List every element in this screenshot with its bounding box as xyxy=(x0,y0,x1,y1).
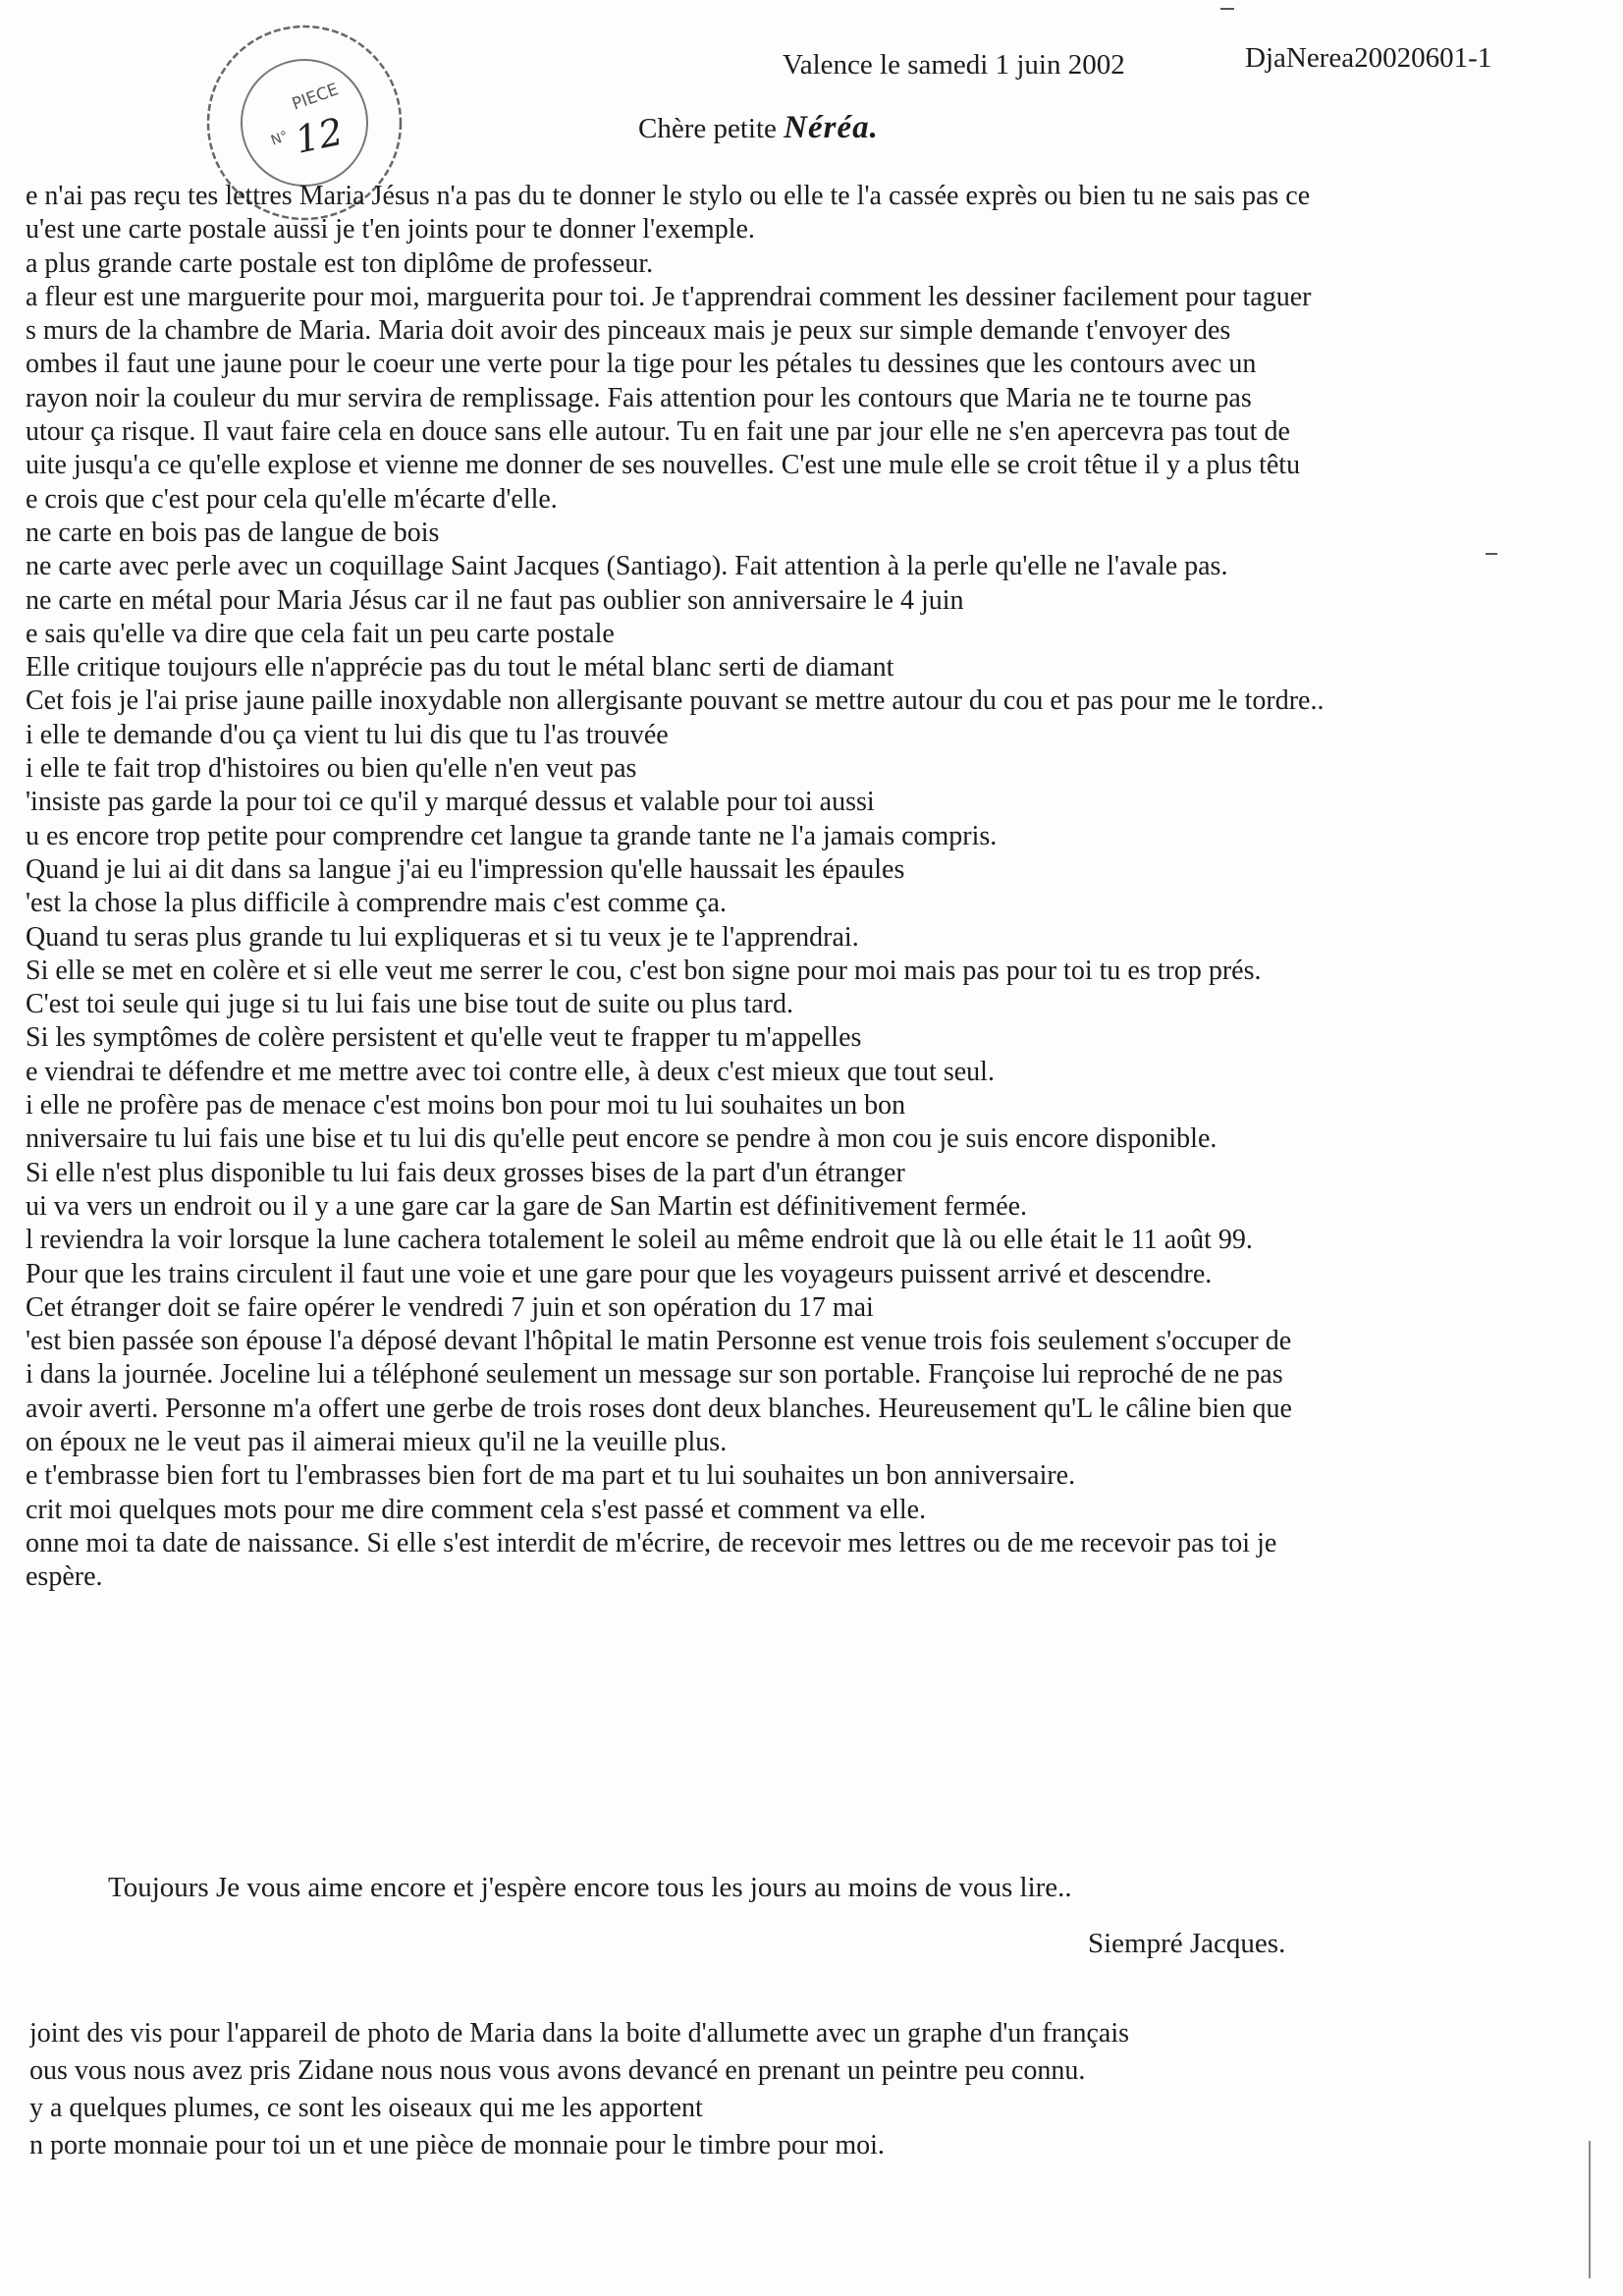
body-line: Quand je lui ai dit dans sa langue j'ai eu l'impression qu'elle haussait les épaules xyxy=(26,853,905,885)
body-line: i elle te demande d'ou ça vient tu lui dis que tu l'as trouvée xyxy=(26,719,669,750)
body-line: e viendrai te défendre et me mettre avec toi contre elle, à deux c'est mieux que tout seul. xyxy=(26,1056,995,1087)
body-line: utour ça risque. Il vaut faire cela en douce sans elle autour. Tu en fait une par jour elle ne s'en apercevra pas tout de xyxy=(26,416,1290,448)
body-line: onne moi ta date de naissance. Si elle s'est interdit de m'écrire, de recevoir mes lettres ou de me recevoir pas toi je xyxy=(26,1527,1277,1558)
stamp-number: 12 xyxy=(291,109,348,162)
body-line: a fleur est une marguerite pour moi, marguerita pour toi. Je t'apprendrai comment les dessiner facilement pour taguer xyxy=(26,281,1312,312)
letter-body xyxy=(26,180,1606,1594)
body-line: ombes il faut une jaune pour le coeur une verte pour la tige pour les pétales tu dessines que les contours avec un xyxy=(26,349,1257,380)
body-line: Si les symptômes de colère persistent et qu'elle veut te frapper tu m'appelles xyxy=(26,1022,862,1054)
body-line: Si elle se met en colère et si elle veut me serrer le cou, c'est bon signe pour moi mais pas pour toi tu es trop prés. xyxy=(26,955,1262,986)
body-line: a plus grande carte postale est ton diplôme de professeur. xyxy=(26,247,654,279)
body-line: e crois que c'est pour cela qu'elle m'écarte d'elle. xyxy=(26,483,558,515)
body-line: u es encore trop petite pour comprendre cet langue ta grande tante ne l'a jamais compris. xyxy=(26,820,998,851)
body-line: ne carte en métal pour Maria Jésus car il ne faut pas oublier son anniversaire le 4 juin xyxy=(26,584,964,616)
body-line: Cet étranger doit se faire opérer le vendredi 7 juin et son opération du 17 mai xyxy=(26,1291,874,1323)
postscript xyxy=(29,2015,1129,2164)
postscript-line: n porte monnaie pour toi un et une pièce de monnaie pour le timbre pour moi. xyxy=(29,2130,885,2160)
postscript-line: ous vous nous avez pris Zidane nous nous vous avons devancé en prenant un peintre peu connu. xyxy=(29,2055,1086,2086)
signature: Siempré Jacques. xyxy=(1088,1928,1286,1959)
letter-date: Valence le samedi 1 juin 2002 xyxy=(783,49,1125,81)
scan-mark xyxy=(1589,2141,1591,2278)
scan-mark xyxy=(1486,553,1497,555)
body-line: l reviendra la voir lorsque la lune cachera totalement le soleil au même endroit que là ou elle était le 11 août 99. xyxy=(26,1225,1253,1256)
body-line: crit moi quelques mots pour me dire comment cela s'est passé et comment va elle. xyxy=(26,1494,927,1525)
body-line: i elle te fait trop d'histoires ou bien qu'elle n'en veut pas xyxy=(26,753,637,785)
body-line: avoir averti. Personne m'a offert une gerbe de trois roses dont deux blanches. Heureusement qu'L le câline bien que xyxy=(26,1393,1292,1424)
body-line: i dans la journée. Joceline lui a téléphoné seulement un message sur son portable. Françoise lui reproché de ne pas xyxy=(26,1359,1283,1391)
body-line: 'est bien passée son épouse l'a déposé devant l'hôpital le matin Personne est venue trois fois seulement s'occuper de xyxy=(26,1326,1292,1357)
postscript-line: joint des vis pour l'appareil de photo de Maria dans la boite d'allumette avec un graphe d'un français xyxy=(29,2018,1129,2049)
body-line: e n'ai pas reçu tes lettres Maria Jésus n'a pas du te donner le stylo ou elle te l'a cassée exprès ou bien tu ne sais pas ce xyxy=(26,181,1311,211)
body-line: C'est toi seule qui juge si tu lui fais une bise tout de suite ou plus tard. xyxy=(26,989,793,1020)
body-line: Elle critique toujours elle n'apprécie pas du tout le métal blanc serti de diamant xyxy=(26,652,894,683)
body-line: i elle ne profère pas de menace c'est moins bon pour moi tu lui souhaites un bon xyxy=(26,1090,906,1121)
salutation xyxy=(638,110,879,146)
body-line: ne carte avec perle avec un coquillage Saint Jacques (Santiago). Fait attention à la perle qu'elle ne l'avale pas. xyxy=(26,551,1228,582)
postscript-line: y a quelques plumes, ce sont les oiseaux qui me les apportent xyxy=(29,2093,703,2123)
body-line: rayon noir la couleur du mur servira de remplissage. Fais attention pour les contours que Maria ne te tourne pas xyxy=(26,382,1252,413)
stamp-number-label: N° xyxy=(268,128,291,149)
body-line: s murs de la chambre de Maria. Maria doit avoir des pinceaux mais je peux sur simple demande t'envoyer des xyxy=(26,315,1231,347)
body-line: 'insiste pas garde la pour toi ce qu'il y marqué dessus et valable pour toi aussi xyxy=(26,787,875,818)
body-line: Si elle n'est plus disponible tu lui fais deux grosses bises de la part d'un étranger xyxy=(26,1157,905,1188)
closing-line: Toujours Je vous aime encore et j'espère encore tous les jours au moins de vous lire.. xyxy=(108,1872,1072,1903)
recipient-name: Néréa. xyxy=(784,110,879,145)
body-line: Cet fois je l'ai prise jaune paille inoxydable non allergisante pouvant se mettre autour du cou et pas pour me le tordre.. xyxy=(26,685,1325,717)
body-line: e t'embrasse bien fort tu l'embrasses bien fort de ma part et tu lui souhaites un bon anniversaire. xyxy=(26,1460,1076,1492)
salutation-prefix: Chère petite xyxy=(638,113,777,144)
body-line: 'est la chose la plus difficile à comprendre mais c'est comme ça. xyxy=(26,888,727,919)
stamp-piece-text: PIECE xyxy=(289,80,342,115)
scan-mark xyxy=(1220,8,1234,10)
body-line: on époux ne le veut pas il aimerai mieux qu'il ne la veuille plus. xyxy=(26,1426,728,1457)
body-line: u'est une carte postale aussi je t'en joints pour te donner l'exemple. xyxy=(26,214,755,246)
body-line: e sais qu'elle va dire que cela fait un peu carte postale xyxy=(26,618,615,649)
body-line: Pour que les trains circulent il faut une voie et une gare pour que les voyageurs puissent arrivé et descendre. xyxy=(26,1258,1213,1289)
body-line: ne carte en bois pas de langue de bois xyxy=(26,517,440,548)
body-line: espère. xyxy=(26,1561,103,1593)
body-line: nniversaire tu lui fais une bise et tu lui dis qu'elle peut encore se pendre à mon cou je suis encore disponible. xyxy=(26,1123,1217,1155)
body-line: uite jusqu'a ce qu'elle explose et vienne me donner de ses nouvelles. C'est une mule elle se croit têtue il y a plus têtu xyxy=(26,450,1301,481)
body-line: ui va vers un endroit ou il y a une gare car la gare de San Martin est définitivement fermée. xyxy=(26,1190,1028,1222)
document-reference: DjaNerea20020601-1 xyxy=(1245,42,1492,74)
body-line: Quand tu seras plus grande tu lui expliqueras et si tu veux je te l'apprendrai. xyxy=(26,921,859,953)
